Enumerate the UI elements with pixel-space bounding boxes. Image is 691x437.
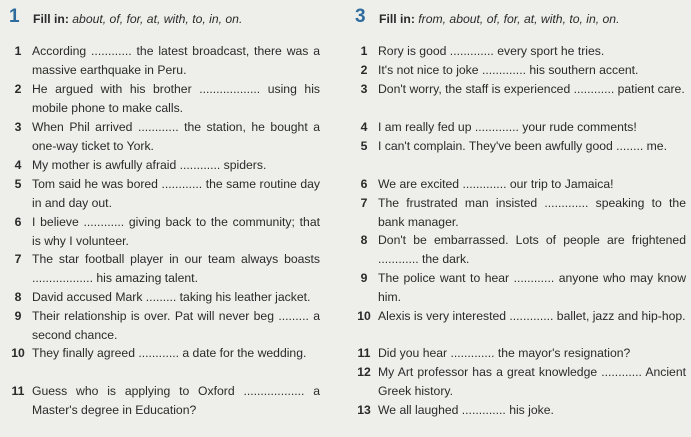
item-number: 1 <box>360 44 368 58</box>
exercise-instruction <box>379 12 619 27</box>
item-number: 4 <box>14 158 22 172</box>
item-number: 6 <box>14 215 22 229</box>
item-text: According ............ the latest broadcast, there was a massive earthquake in Peru. <box>32 44 320 77</box>
exercise-1-heading <box>9 6 320 30</box>
item-number: 3 <box>360 82 368 96</box>
item-text: My mother is awfully afraid ............ spiders. <box>32 158 267 172</box>
item-number: 10 <box>357 309 371 323</box>
item-number: 6 <box>360 177 368 191</box>
item-number: 5 <box>14 177 22 191</box>
item-text: It's not nice to joke ............. his southern accent. <box>378 63 639 77</box>
item-text: When Phil arrived ............ the station, he bought a one-way ticket to York. <box>32 120 320 153</box>
exercise-number: 3 <box>355 6 366 27</box>
instruction-words: from, about, of, for, at, with, to, in, on. <box>418 12 620 26</box>
item-text: The police want to hear ............ anyone who may know him. <box>378 271 686 304</box>
exercise-instruction <box>33 12 242 27</box>
item-number: 7 <box>360 196 368 210</box>
item-text: I believe ............ giving back to the community; that is why I volunteer. <box>32 215 320 248</box>
item-text: He argued with his brother .................. using his mobile phone to make calls. <box>32 82 320 115</box>
instruction-label: Fill in: <box>379 12 415 26</box>
item-text: Tom said he was bored ............ the same routine day in and day out. <box>32 177 320 210</box>
item-number: 8 <box>360 233 368 247</box>
item-text: Guess who is applying to Oxford .................. a Master's degree in Education? <box>32 384 320 417</box>
item-number: 9 <box>360 271 368 285</box>
item-number: 7 <box>14 252 22 266</box>
item-number: 5 <box>360 139 368 153</box>
item-number: 4 <box>360 120 368 134</box>
exercise-3-heading <box>355 6 686 30</box>
item-text: Their relationship is over. Pat will never beg ......... a second chance. <box>32 309 320 342</box>
item-text: Did you hear ............. the mayor's resignation? <box>378 346 631 360</box>
item-text: Don't worry, the staff is experienced ............ patient care. <box>378 82 685 96</box>
item-number: 10 <box>11 346 25 360</box>
item-text: I am really fed up ............. your rude comments! <box>378 120 637 134</box>
item-number: 8 <box>14 290 22 304</box>
item-text: Don't be embarrassed. Lots of people are frightened ............ the dark. <box>378 233 686 266</box>
item-number: 11 <box>357 346 371 360</box>
item-text: Alexis is very interested ............. ballet, jazz and hip-hop. <box>378 309 686 323</box>
item-text: They finally agreed ............ a date for the wedding. <box>32 346 307 360</box>
item-number: 2 <box>14 82 22 96</box>
item-text: We all laughed ............. his joke. <box>378 403 554 417</box>
item-text: The frustrated man insisted ............. speaking to the bank manager. <box>378 196 686 229</box>
item-number: 11 <box>11 384 25 398</box>
exercise-number: 1 <box>9 6 20 27</box>
item-text: We are excited ............. our trip to Jamaica! <box>378 177 614 191</box>
item-text: David accused Mark ......... taking his leather jacket. <box>32 290 311 304</box>
item-text: The star football player in our team always boasts .................. his amazing talent. <box>32 252 320 285</box>
item-number: 1 <box>14 44 22 58</box>
item-number: 9 <box>14 309 22 323</box>
instruction-label: Fill in: <box>33 12 69 26</box>
instruction-words: about, of, for, at, with, to, in, on. <box>72 12 243 26</box>
item-number: 3 <box>14 120 22 134</box>
item-text: Rory is good ............. every sport he tries. <box>378 44 605 58</box>
item-number: 13 <box>357 403 371 417</box>
item-text: My Art professor has a great knowledge ............ Ancient Greek history. <box>378 365 686 398</box>
item-text: I can't complain. They've been awfully good ........ me. <box>378 139 667 153</box>
item-number: 12 <box>357 365 371 379</box>
item-number: 2 <box>360 63 368 77</box>
